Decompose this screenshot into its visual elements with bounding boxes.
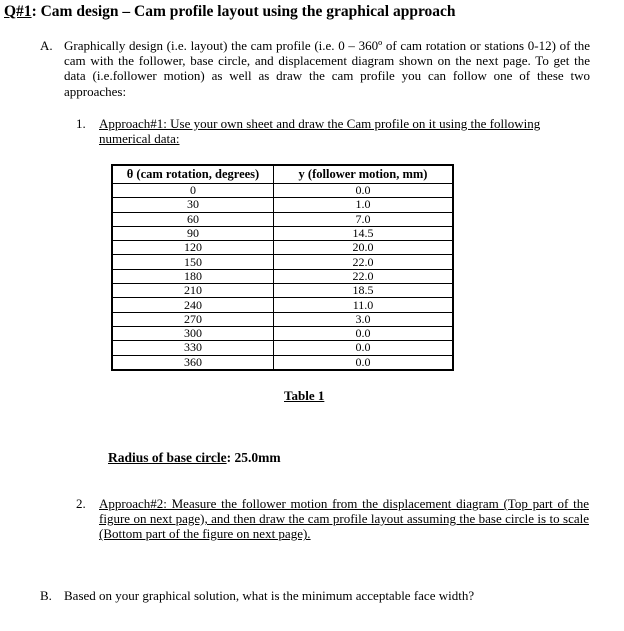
table-cell-theta: 90 xyxy=(112,226,274,240)
question-number: Q#1 xyxy=(4,3,32,20)
table-row xyxy=(112,312,453,326)
table-row xyxy=(112,355,453,370)
radius-value: : 25.0mm xyxy=(226,450,281,465)
approach-1-label: 1. xyxy=(76,116,86,131)
radius-label: Radius of base circle xyxy=(108,450,227,465)
table-cell-y: 1.0 xyxy=(274,198,454,212)
question-title xyxy=(4,3,456,21)
table-caption: Table 1 xyxy=(284,388,325,403)
table-cell-y: 0.0 xyxy=(274,341,454,355)
table-row xyxy=(112,198,453,212)
table-cell-y: 14.5 xyxy=(274,226,454,240)
table-cell-y: 0.0 xyxy=(274,326,454,340)
table-cell-y: 7.0 xyxy=(274,212,454,226)
table-cell-theta: 120 xyxy=(112,241,274,255)
table-row xyxy=(112,241,453,255)
table-cell-y: 20.0 xyxy=(274,241,454,255)
table-row xyxy=(112,284,453,298)
table-row xyxy=(112,269,453,283)
table-row xyxy=(112,226,453,240)
table-cell-theta: 270 xyxy=(112,312,274,326)
table-row xyxy=(112,341,453,355)
table-cell-y: 22.0 xyxy=(274,269,454,283)
part-a-label: A. xyxy=(40,38,53,53)
follower-motion-table xyxy=(111,164,454,371)
table-cell-y: 0.0 xyxy=(274,184,454,198)
table-cell-y: 3.0 xyxy=(274,312,454,326)
table-cell-theta: 210 xyxy=(112,284,274,298)
table-cell-theta: 300 xyxy=(112,326,274,340)
table-cell-y: 11.0 xyxy=(274,298,454,312)
table-cell-theta: 180 xyxy=(112,269,274,283)
part-b-text: Based on your graphical solution, what is the minimum acceptable face width? xyxy=(64,588,475,603)
table-header-y: y (follower motion, mm) xyxy=(274,165,454,184)
table-cell-y: 0.0 xyxy=(274,355,454,370)
table-row xyxy=(112,326,453,340)
base-circle-radius xyxy=(108,450,281,466)
table-row xyxy=(112,212,453,226)
table-cell-theta: 0 xyxy=(112,184,274,198)
table-row xyxy=(112,184,453,198)
part-b-label: B. xyxy=(40,588,52,603)
question-title-text: : Cam design – Cam profile layout using the graphical approach xyxy=(31,3,456,20)
approach-2-text: Approach#2: Measure the follower motion from the displacement diagram (Top part of the figure on next page), and then draw the cam profile layout assuming the base circle is to scale (Bottom part of the figure on next page). xyxy=(99,496,589,542)
table-row xyxy=(112,298,453,312)
table-row xyxy=(112,255,453,269)
table-cell-theta: 30 xyxy=(112,198,274,212)
table-header-row xyxy=(112,165,453,184)
approach-1-text: Approach#1: Use your own sheet and draw the Cam profile on it using the following numerical data: xyxy=(99,116,541,147)
table-cell-y: 22.0 xyxy=(274,255,454,269)
table-header-theta: θ (cam rotation, degrees) xyxy=(112,165,274,184)
part-a-text: Graphically design (i.e. layout) the cam profile (i.e. 0 – 360º of cam rotation or stations 0-12) of the cam with the follower, base circle, and displacement diagram shown on the next page. To get the data (i.e.follower motion) as well as draw the cam profile you can follow one of these two approaches: xyxy=(64,38,590,99)
table-cell-theta: 60 xyxy=(112,212,274,226)
table-cell-theta: 330 xyxy=(112,341,274,355)
table-cell-y: 18.5 xyxy=(274,284,454,298)
table-cell-theta: 150 xyxy=(112,255,274,269)
table-cell-theta: 360 xyxy=(112,355,274,370)
approach-2-label: 2. xyxy=(76,496,86,511)
table-cell-theta: 240 xyxy=(112,298,274,312)
